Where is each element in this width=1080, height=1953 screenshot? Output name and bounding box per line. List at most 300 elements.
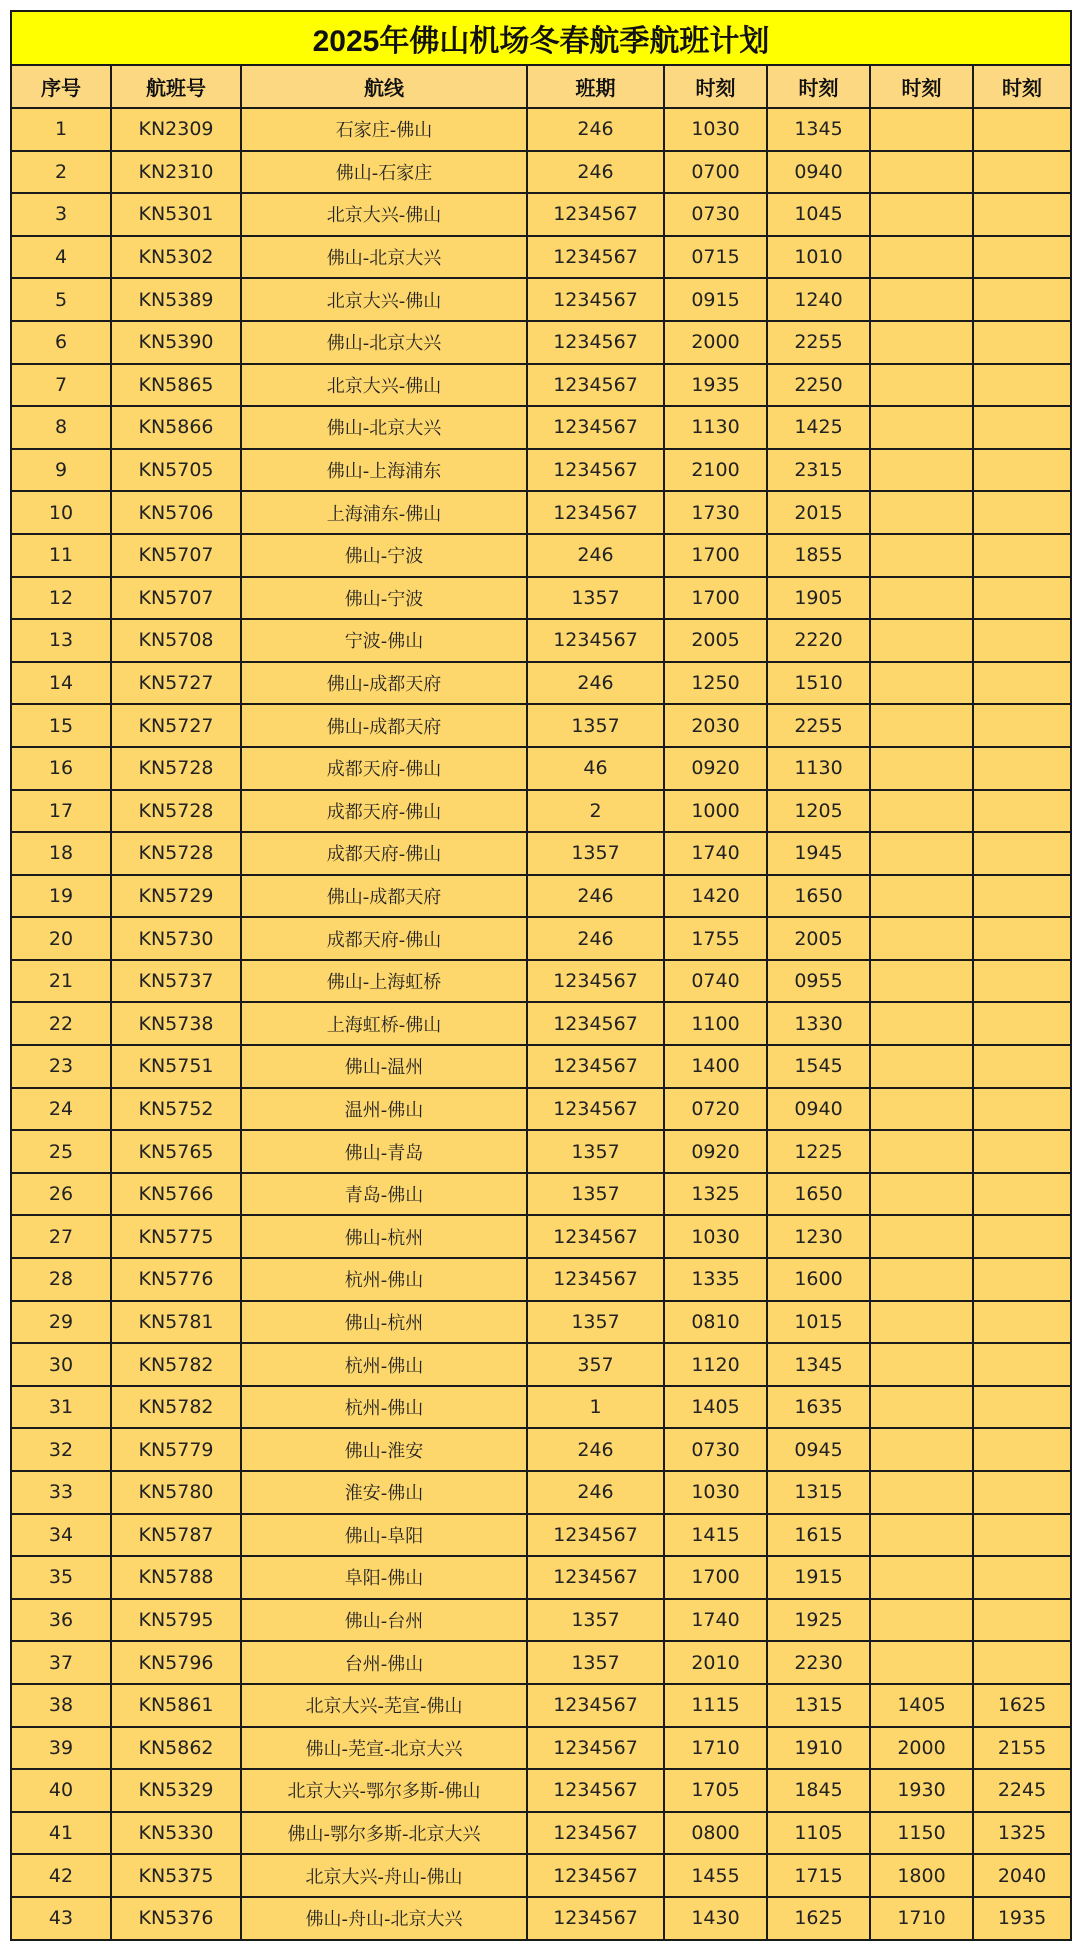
cell-flight-no: KN5730	[111, 917, 241, 960]
cell-seq: 15	[11, 704, 111, 747]
cell-schedule-days: 1234567	[527, 321, 664, 364]
cell-time-2: 1915	[767, 1556, 870, 1599]
cell-route: 杭州-佛山	[241, 1343, 527, 1386]
header-time-3: 时刻	[870, 65, 973, 108]
cell-time-3	[870, 1301, 973, 1344]
cell-time-1: 1935	[664, 364, 767, 407]
cell-time-4	[973, 960, 1071, 1003]
cell-seq: 3	[11, 193, 111, 236]
cell-flight-no: KN5866	[111, 406, 241, 449]
table-row	[11, 662, 1071, 705]
cell-time-1: 1030	[664, 108, 767, 151]
cell-time-4	[973, 832, 1071, 875]
cell-time-3	[870, 108, 973, 151]
cell-time-1: 0920	[664, 1130, 767, 1173]
cell-schedule-days: 1357	[527, 1173, 664, 1216]
cell-seq: 16	[11, 747, 111, 790]
cell-schedule-days: 1234567	[527, 1897, 664, 1940]
table-row	[11, 960, 1071, 1003]
cell-time-2: 1945	[767, 832, 870, 875]
table-row	[11, 236, 1071, 279]
cell-schedule-days: 1234567	[527, 364, 664, 407]
cell-flight-no: KN5330	[111, 1812, 241, 1855]
cell-time-3	[870, 1173, 973, 1216]
cell-flight-no: KN5862	[111, 1727, 241, 1770]
cell-time-3	[870, 151, 973, 194]
cell-schedule-days: 1234567	[527, 236, 664, 279]
cell-schedule-days: 1234567	[527, 1769, 664, 1812]
cell-time-4	[973, 662, 1071, 705]
cell-time-3	[870, 662, 973, 705]
cell-flight-no: KN5782	[111, 1343, 241, 1386]
cell-time-4	[973, 1301, 1071, 1344]
cell-route: 佛山-舟山-北京大兴	[241, 1897, 527, 1940]
cell-time-2: 0940	[767, 151, 870, 194]
cell-time-1: 1430	[664, 1897, 767, 1940]
table-row	[11, 875, 1071, 918]
table-row	[11, 406, 1071, 449]
table-row	[11, 1258, 1071, 1301]
cell-flight-no: KN5751	[111, 1045, 241, 1088]
cell-time-1: 1100	[664, 1002, 767, 1045]
cell-time-2: 0945	[767, 1428, 870, 1471]
cell-schedule-days: 1234567	[527, 449, 664, 492]
table-row	[11, 1854, 1071, 1897]
cell-time-4	[973, 1641, 1071, 1684]
cell-time-2: 1105	[767, 1812, 870, 1855]
cell-flight-no: KN5776	[111, 1258, 241, 1301]
cell-schedule-days: 1357	[527, 1130, 664, 1173]
cell-route: 成都天府-佛山	[241, 790, 527, 833]
table-row	[11, 1556, 1071, 1599]
cell-schedule-days: 1234567	[527, 1258, 664, 1301]
cell-schedule-days: 246	[527, 534, 664, 577]
cell-time-2: 1910	[767, 1727, 870, 1770]
cell-time-2: 2005	[767, 917, 870, 960]
cell-flight-no: KN5708	[111, 619, 241, 662]
cell-route: 北京大兴-芜宣-佛山	[241, 1684, 527, 1727]
cell-flight-no: KN5861	[111, 1684, 241, 1727]
cell-flight-no: KN5376	[111, 1897, 241, 1940]
cell-time-4	[973, 278, 1071, 321]
cell-seq: 43	[11, 1897, 111, 1940]
cell-seq: 25	[11, 1130, 111, 1173]
cell-time-2: 1230	[767, 1215, 870, 1258]
cell-time-2: 1315	[767, 1684, 870, 1727]
cell-time-1: 2030	[664, 704, 767, 747]
cell-time-3	[870, 236, 973, 279]
cell-seq: 10	[11, 491, 111, 534]
table-row	[11, 1301, 1071, 1344]
cell-flight-no: KN5738	[111, 1002, 241, 1045]
table-row	[11, 1215, 1071, 1258]
table-row	[11, 534, 1071, 577]
cell-route: 北京大兴-佛山	[241, 193, 527, 236]
cell-schedule-days: 1234567	[527, 278, 664, 321]
cell-time-4	[973, 491, 1071, 534]
table-row	[11, 747, 1071, 790]
cell-seq: 37	[11, 1641, 111, 1684]
cell-route: 宁波-佛山	[241, 619, 527, 662]
cell-time-4	[973, 747, 1071, 790]
cell-time-2: 1650	[767, 1173, 870, 1216]
table-row	[11, 1684, 1071, 1727]
cell-time-4	[973, 1386, 1071, 1429]
cell-time-1: 1000	[664, 790, 767, 833]
cell-time-3	[870, 960, 973, 1003]
cell-time-4	[973, 151, 1071, 194]
cell-route: 北京大兴-鄂尔多斯-佛山	[241, 1769, 527, 1812]
cell-schedule-days: 246	[527, 875, 664, 918]
cell-route: 台州-佛山	[241, 1641, 527, 1684]
table-row	[11, 1088, 1071, 1131]
cell-route: 淮安-佛山	[241, 1471, 527, 1514]
cell-schedule-days: 1234567	[527, 406, 664, 449]
cell-seq: 33	[11, 1471, 111, 1514]
cell-route: 北京大兴-舟山-佛山	[241, 1854, 527, 1897]
cell-route: 佛山-芜宣-北京大兴	[241, 1727, 527, 1770]
table-row	[11, 1343, 1071, 1386]
table-row	[11, 704, 1071, 747]
cell-route: 佛山-温州	[241, 1045, 527, 1088]
cell-schedule-days: 46	[527, 747, 664, 790]
cell-time-2: 1715	[767, 1854, 870, 1897]
cell-time-2: 1545	[767, 1045, 870, 1088]
cell-flight-no: KN5375	[111, 1854, 241, 1897]
cell-time-3	[870, 534, 973, 577]
cell-route: 青岛-佛山	[241, 1173, 527, 1216]
cell-time-3	[870, 1343, 973, 1386]
cell-time-1: 0715	[664, 236, 767, 279]
flight-schedule-table	[10, 10, 1072, 1941]
cell-seq: 27	[11, 1215, 111, 1258]
cell-time-1: 1250	[664, 662, 767, 705]
cell-flight-no: KN5865	[111, 364, 241, 407]
cell-flight-no: KN5727	[111, 704, 241, 747]
cell-route: 佛山-成都天府	[241, 875, 527, 918]
cell-time-1: 1700	[664, 577, 767, 620]
table-row	[11, 1130, 1071, 1173]
cell-seq: 6	[11, 321, 111, 364]
cell-seq: 31	[11, 1386, 111, 1429]
cell-time-4	[973, 364, 1071, 407]
cell-flight-no: KN5788	[111, 1556, 241, 1599]
cell-time-3: 1800	[870, 1854, 973, 1897]
cell-seq: 7	[11, 364, 111, 407]
cell-time-3	[870, 449, 973, 492]
cell-time-1: 1115	[664, 1684, 767, 1727]
cell-route: 佛山-上海浦东	[241, 449, 527, 492]
cell-time-3	[870, 1130, 973, 1173]
cell-route: 佛山-北京大兴	[241, 321, 527, 364]
cell-time-4: 1935	[973, 1897, 1071, 1940]
cell-time-4	[973, 1002, 1071, 1045]
cell-route: 上海浦东-佛山	[241, 491, 527, 534]
table-body	[11, 108, 1071, 1940]
table-row	[11, 577, 1071, 620]
cell-route: 杭州-佛山	[241, 1386, 527, 1429]
table-row	[11, 1599, 1071, 1642]
table-row	[11, 1386, 1071, 1429]
cell-schedule-days: 1234567	[527, 491, 664, 534]
cell-route: 佛山-成都天府	[241, 662, 527, 705]
cell-seq: 40	[11, 1769, 111, 1812]
cell-time-1: 1120	[664, 1343, 767, 1386]
cell-route: 佛山-杭州	[241, 1215, 527, 1258]
cell-route: 上海虹桥-佛山	[241, 1002, 527, 1045]
cell-flight-no: KN2309	[111, 108, 241, 151]
table-title: 2025年佛山机场冬春航季航班计划	[11, 11, 1071, 65]
table-row	[11, 1812, 1071, 1855]
cell-time-4	[973, 1428, 1071, 1471]
cell-time-4: 2155	[973, 1727, 1071, 1770]
cell-time-4: 2245	[973, 1769, 1071, 1812]
cell-schedule-days: 246	[527, 917, 664, 960]
cell-seq: 23	[11, 1045, 111, 1088]
cell-time-4	[973, 1130, 1071, 1173]
cell-seq: 1	[11, 108, 111, 151]
cell-flight-no: KN2310	[111, 151, 241, 194]
cell-flight-no: KN5302	[111, 236, 241, 279]
cell-time-4	[973, 1471, 1071, 1514]
cell-seq: 8	[11, 406, 111, 449]
cell-time-2: 1345	[767, 1343, 870, 1386]
cell-time-3	[870, 875, 973, 918]
cell-time-4	[973, 577, 1071, 620]
cell-route: 佛山-鄂尔多斯-北京大兴	[241, 1812, 527, 1855]
cell-seq: 28	[11, 1258, 111, 1301]
cell-seq: 13	[11, 619, 111, 662]
table-row	[11, 1514, 1071, 1557]
cell-schedule-days: 1357	[527, 704, 664, 747]
cell-schedule-days: 246	[527, 1471, 664, 1514]
cell-time-3	[870, 1514, 973, 1557]
cell-route: 佛山-石家庄	[241, 151, 527, 194]
cell-seq: 9	[11, 449, 111, 492]
table-row	[11, 619, 1071, 662]
cell-time-2: 1205	[767, 790, 870, 833]
cell-seq: 35	[11, 1556, 111, 1599]
cell-time-3	[870, 406, 973, 449]
cell-seq: 32	[11, 1428, 111, 1471]
cell-time-2: 1635	[767, 1386, 870, 1429]
cell-seq: 5	[11, 278, 111, 321]
cell-time-2: 2255	[767, 321, 870, 364]
cell-time-1: 1420	[664, 875, 767, 918]
cell-seq: 12	[11, 577, 111, 620]
cell-flight-no: KN5787	[111, 1514, 241, 1557]
cell-flight-no: KN5301	[111, 193, 241, 236]
cell-time-4	[973, 534, 1071, 577]
cell-route: 佛山-淮安	[241, 1428, 527, 1471]
cell-flight-no: KN5728	[111, 790, 241, 833]
cell-time-2: 1925	[767, 1599, 870, 1642]
flight-schedule-sheet	[10, 10, 1070, 1941]
cell-time-1: 1455	[664, 1854, 767, 1897]
header-time-1: 时刻	[664, 65, 767, 108]
cell-time-3	[870, 193, 973, 236]
cell-seq: 41	[11, 1812, 111, 1855]
cell-time-2: 1855	[767, 534, 870, 577]
cell-seq: 2	[11, 151, 111, 194]
cell-time-4	[973, 619, 1071, 662]
cell-schedule-days: 246	[527, 1428, 664, 1471]
header-route: 航线	[241, 65, 527, 108]
cell-time-3	[870, 747, 973, 790]
cell-time-2: 1010	[767, 236, 870, 279]
cell-time-1: 0730	[664, 193, 767, 236]
cell-flight-no: KN5389	[111, 278, 241, 321]
cell-route: 成都天府-佛山	[241, 917, 527, 960]
cell-time-2: 1345	[767, 108, 870, 151]
header-schedule-days: 班期	[527, 65, 664, 108]
cell-time-1: 0800	[664, 1812, 767, 1855]
cell-flight-no: KN5766	[111, 1173, 241, 1216]
table-row	[11, 151, 1071, 194]
table-row	[11, 108, 1071, 151]
cell-schedule-days: 1357	[527, 1599, 664, 1642]
cell-time-4	[973, 1173, 1071, 1216]
cell-time-2: 1650	[767, 875, 870, 918]
cell-route: 佛山-上海虹桥	[241, 960, 527, 1003]
table-row	[11, 790, 1071, 833]
cell-time-1: 2100	[664, 449, 767, 492]
cell-time-1: 0740	[664, 960, 767, 1003]
cell-time-1: 1335	[664, 1258, 767, 1301]
cell-time-3	[870, 1045, 973, 1088]
cell-time-3	[870, 321, 973, 364]
cell-time-4	[973, 1343, 1071, 1386]
cell-time-3	[870, 1556, 973, 1599]
cell-time-3	[870, 1428, 973, 1471]
cell-flight-no: KN5796	[111, 1641, 241, 1684]
cell-time-2: 1015	[767, 1301, 870, 1344]
header-time-2: 时刻	[767, 65, 870, 108]
cell-seq: 42	[11, 1854, 111, 1897]
header-row	[11, 65, 1071, 108]
table-row	[11, 449, 1071, 492]
cell-schedule-days: 1357	[527, 1301, 664, 1344]
cell-seq: 4	[11, 236, 111, 279]
cell-time-1: 0810	[664, 1301, 767, 1344]
table-row	[11, 832, 1071, 875]
cell-route: 佛山-宁波	[241, 577, 527, 620]
cell-route: 佛山-成都天府	[241, 704, 527, 747]
cell-time-2: 1425	[767, 406, 870, 449]
cell-schedule-days: 1357	[527, 832, 664, 875]
cell-schedule-days: 1234567	[527, 1002, 664, 1045]
cell-flight-no: KN5727	[111, 662, 241, 705]
cell-time-3: 1150	[870, 1812, 973, 1855]
cell-route: 成都天府-佛山	[241, 832, 527, 875]
table-row	[11, 1173, 1071, 1216]
cell-time-4	[973, 108, 1071, 151]
cell-flight-no: KN5737	[111, 960, 241, 1003]
cell-time-3	[870, 1386, 973, 1429]
cell-time-2: 0955	[767, 960, 870, 1003]
cell-time-3: 1710	[870, 1897, 973, 1940]
table-row	[11, 1727, 1071, 1770]
cell-time-1: 1415	[664, 1514, 767, 1557]
cell-time-3	[870, 1641, 973, 1684]
cell-time-3	[870, 1002, 973, 1045]
cell-flight-no: KN5781	[111, 1301, 241, 1344]
cell-time-1: 1740	[664, 1599, 767, 1642]
cell-time-2: 1600	[767, 1258, 870, 1301]
cell-flight-no: KN5782	[111, 1386, 241, 1429]
cell-time-4	[973, 236, 1071, 279]
cell-time-1: 1730	[664, 491, 767, 534]
cell-seq: 19	[11, 875, 111, 918]
cell-time-3	[870, 1088, 973, 1131]
cell-time-1: 0720	[664, 1088, 767, 1131]
cell-time-3: 1405	[870, 1684, 973, 1727]
cell-time-1: 1700	[664, 534, 767, 577]
header-time-4: 时刻	[973, 65, 1071, 108]
table-row	[11, 917, 1071, 960]
cell-time-4	[973, 917, 1071, 960]
cell-seq: 18	[11, 832, 111, 875]
cell-time-4	[973, 193, 1071, 236]
cell-flight-no: KN5795	[111, 1599, 241, 1642]
cell-time-3: 2000	[870, 1727, 973, 1770]
cell-time-2: 1330	[767, 1002, 870, 1045]
cell-time-2: 2315	[767, 449, 870, 492]
cell-seq: 21	[11, 960, 111, 1003]
cell-time-4	[973, 1556, 1071, 1599]
cell-route: 北京大兴-佛山	[241, 278, 527, 321]
table-row	[11, 1002, 1071, 1045]
cell-time-2: 1510	[767, 662, 870, 705]
cell-schedule-days: 1357	[527, 1641, 664, 1684]
cell-schedule-days: 1234567	[527, 1088, 664, 1131]
cell-seq: 30	[11, 1343, 111, 1386]
cell-seq: 36	[11, 1599, 111, 1642]
cell-seq: 20	[11, 917, 111, 960]
cell-seq: 17	[11, 790, 111, 833]
cell-time-3	[870, 917, 973, 960]
table-row	[11, 278, 1071, 321]
title-row	[11, 11, 1071, 65]
cell-time-1: 0915	[664, 278, 767, 321]
cell-route: 佛山-青岛	[241, 1130, 527, 1173]
cell-time-2: 1845	[767, 1769, 870, 1812]
cell-time-1: 1710	[664, 1727, 767, 1770]
cell-route: 阜阳-佛山	[241, 1556, 527, 1599]
cell-flight-no: KN5752	[111, 1088, 241, 1131]
cell-flight-no: KN5775	[111, 1215, 241, 1258]
table-row	[11, 1897, 1071, 1940]
cell-time-4: 1625	[973, 1684, 1071, 1727]
cell-time-1: 1405	[664, 1386, 767, 1429]
cell-time-1: 2010	[664, 1641, 767, 1684]
cell-time-4	[973, 1514, 1071, 1557]
cell-time-2: 1315	[767, 1471, 870, 1514]
cell-route: 成都天府-佛山	[241, 747, 527, 790]
cell-seq: 39	[11, 1727, 111, 1770]
cell-schedule-days: 1234567	[527, 1556, 664, 1599]
cell-schedule-days: 1234567	[527, 1727, 664, 1770]
cell-seq: 22	[11, 1002, 111, 1045]
cell-time-3	[870, 619, 973, 662]
cell-time-4	[973, 1258, 1071, 1301]
cell-route: 石家庄-佛山	[241, 108, 527, 151]
cell-time-2: 0940	[767, 1088, 870, 1131]
cell-route: 佛山-北京大兴	[241, 406, 527, 449]
cell-time-1: 1030	[664, 1471, 767, 1514]
cell-time-4	[973, 1088, 1071, 1131]
cell-time-3	[870, 832, 973, 875]
